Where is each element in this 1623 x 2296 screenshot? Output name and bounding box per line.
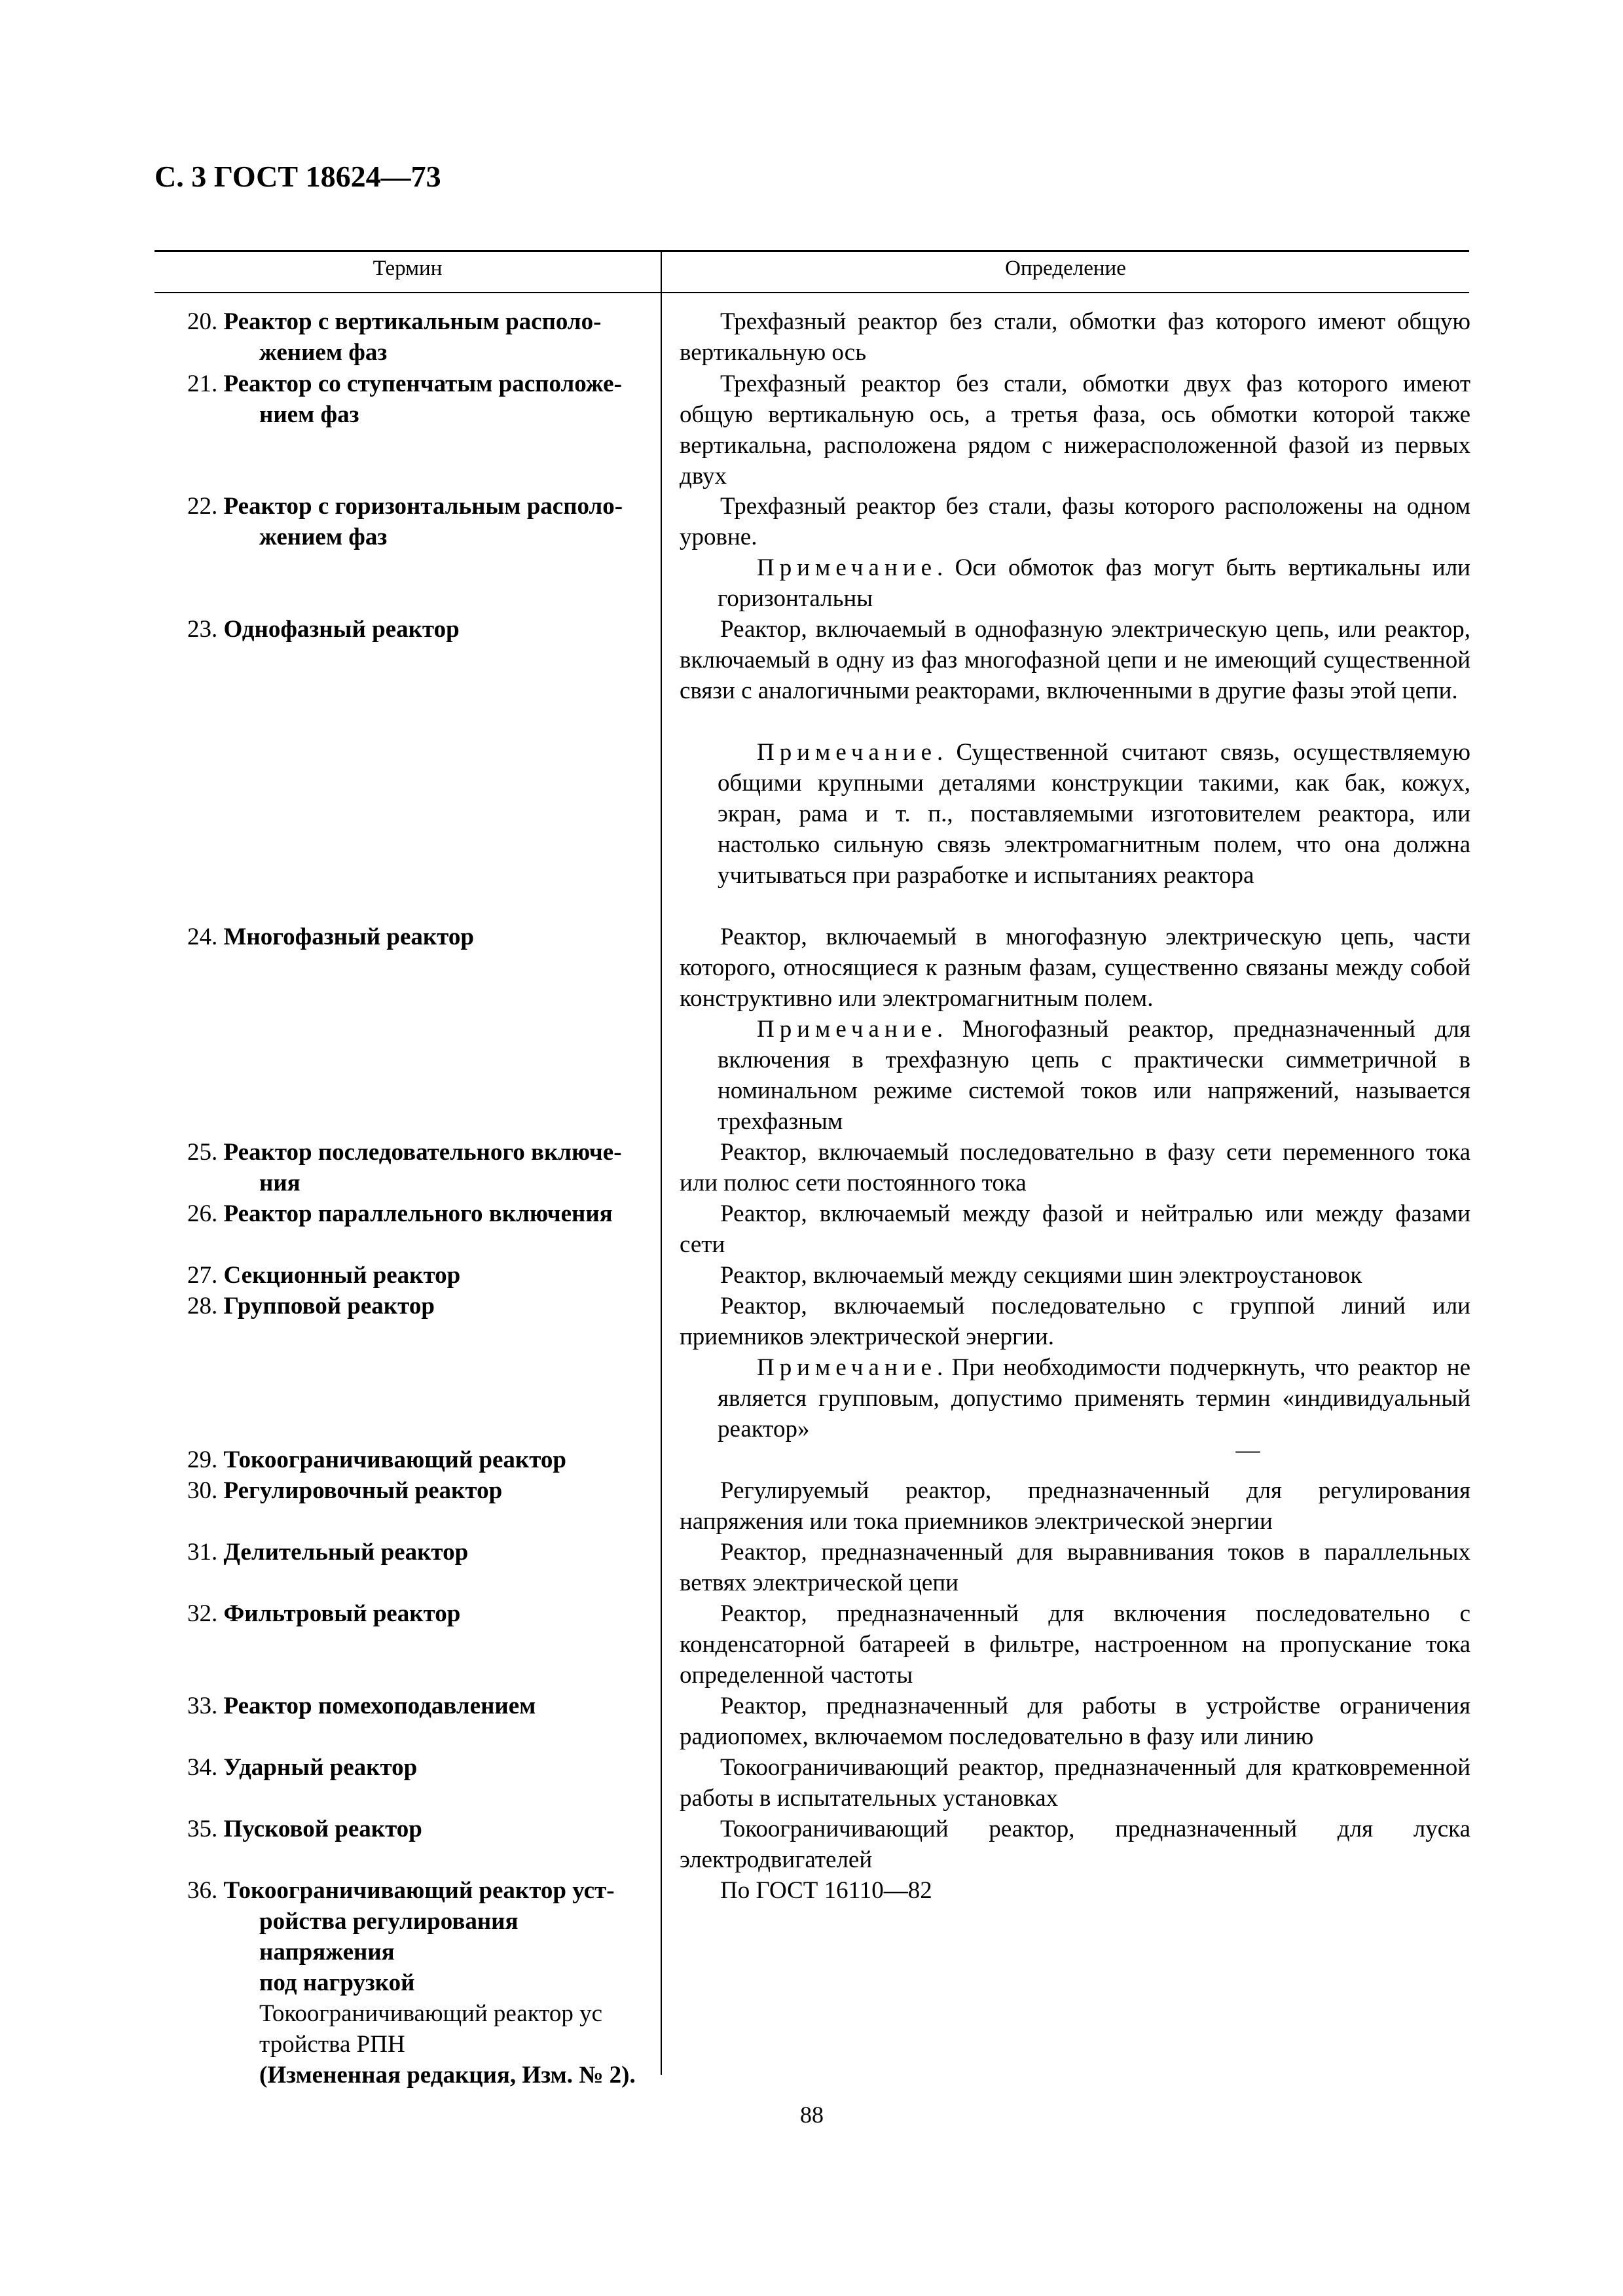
amendment-note: (Измененная редакция, Изм. № 2). xyxy=(259,2062,636,2089)
definition-24: Реактор, включаемый в многофазную электрическую цепь, части которого, относящиеся к разным фазам, существенно связаны между собой конструктивно или электромагнитным полем. xyxy=(680,924,1470,1012)
definition-31: Реактор, предназначенный для выравнивания токов в параллельных ветвях электрической цепи xyxy=(680,1539,1470,1596)
term-32: 32. Фильтровый реактор xyxy=(187,1600,461,1627)
term-25: 25. Реактор последовательного включе- ния xyxy=(187,1139,622,1196)
term-31: 31. Делительный реактор xyxy=(187,1539,469,1566)
table-top-rule xyxy=(155,250,1469,252)
note-22: Примечание. Оси обмоток фаз могут быть вертикальны или горизонтальны xyxy=(718,554,1470,612)
note-24: Примечание. Многофазный реактор, предназначенный для включения в трехфазную цепь с практически симметричной в номинальном режиме системой токов или напряжений, называется трехфазным xyxy=(718,1016,1470,1135)
term-36: 36. Токоограничивающий реактор уст- ройства регулирования напряжения под нагрузкой Токоограничивающий реактор ус тройства РПН (Измененная редакция, Изм. № 2). xyxy=(187,1875,652,2090)
definition-26: Реактор, включаемый между фазой и нейтралью или между фазами сети xyxy=(680,1200,1470,1258)
definition-29-dash: — xyxy=(1235,1437,1260,1463)
table-header-rule xyxy=(155,292,1469,293)
term-34: 34. Ударный реактор xyxy=(187,1754,418,1781)
definition-35: Токоограничивающий реактор, предназначенный для луска электродвигателей xyxy=(680,1816,1470,1873)
definition-22: Трехфазный реактор без стали, фазы которого расположены на одном уровне. xyxy=(680,493,1470,550)
definition-27: Реактор, включаемый между секциями шин электроустановок xyxy=(720,1262,1362,1289)
note-23: Примечание. Существенной считают связь, осуществляемую общими крупными деталями конструкции такими, как бак, кожух, экран, рама и т. п., поставляемыми изготовителем реактора, или настолько сильную связь электромагнитным полем, что она должна учитываться при разработке и испытаниях реактора xyxy=(718,739,1470,889)
definition-23: Реактор, включаемый в однофазную электрическую цепь, или реактор, включаемый в одну из фаз многофазной цепи и не имеющий существенной связи с аналогичными реакторами, включенными в другие фазы этой цепи. xyxy=(680,616,1470,704)
page-header: С. 3 ГОСТ 18624—73 xyxy=(155,160,441,193)
term-30: 30. Регулировочный реактор xyxy=(187,1477,503,1504)
table-column-divider xyxy=(661,250,662,2075)
term-35: 35. Пусковой реактор xyxy=(187,1816,422,1842)
term-29: 29. Токоограничивающий реактор xyxy=(187,1446,567,1473)
note-28: Примечание. При необходимости подчеркнуть, что реактор не является групповым, допустимо применять термин «индивидуальный реактор» xyxy=(718,1354,1470,1443)
definition-20: Трехфазный реактор без стали, обмотки фаз которого имеют общую вертикальную ось xyxy=(680,308,1470,366)
term-24: 24. Многофазный реактор xyxy=(187,924,474,950)
term-21: 21. Реактор со ступенчатым расположе- нием фаз xyxy=(187,370,622,428)
definition-34: Токоограничивающий реактор, предназначенный для кратковременной работы в испытательных установках xyxy=(680,1754,1470,1812)
definition-30: Регулируемый реактор, предназначенный для регулирования напряжения или тока приемников электрической энергии xyxy=(680,1477,1470,1535)
term-23: 23. Однофазный реактор xyxy=(187,616,460,643)
term-22: 22. Реактор с горизонтальным располо- жением фаз xyxy=(187,493,623,550)
definition-28: Реактор, включаемый последовательно с группой линий или приемников электрической энергии. xyxy=(680,1293,1470,1350)
term-28: 28. Групповой реактор xyxy=(187,1293,435,1319)
term-33: 33. Реактор помехоподавлением xyxy=(187,1693,536,1719)
terms-table xyxy=(155,250,1470,2089)
definition-25: Реактор, включаемый последовательно в фазу сети переменного тока или полюс сети постоянного тока xyxy=(680,1139,1470,1196)
page-number: 88 xyxy=(800,2102,824,2128)
term-26: 26. Реактор параллельного включения xyxy=(187,1200,613,1227)
term-20: 20. Реактор с вертикальным располо- жением фаз xyxy=(187,308,602,366)
definition-33: Реактор, предназначенный для работы в устройстве ограничения радиопомех, включаемом последовательно в фазу или линию xyxy=(680,1693,1470,1750)
column-header-term: Термин xyxy=(373,257,443,280)
column-header-definition: Определение xyxy=(1005,257,1126,280)
definition-21: Трехфазный реактор без стали, обмотки двух фаз которого имеют общую вертикальную ось, а третья фаза, ось обмотки которой также вертикальна, расположена рядом с нижерасположенной фазой из первых двух xyxy=(680,370,1470,490)
definition-36: По ГОСТ 16110—82 xyxy=(720,1877,932,1904)
term-27: 27. Секционный реактор xyxy=(187,1262,461,1289)
definition-32: Реактор, предназначенный для включения последовательно с конденсаторной батареей в фильтре, настроенном на пропускание тока определенной частоты xyxy=(680,1600,1470,1689)
